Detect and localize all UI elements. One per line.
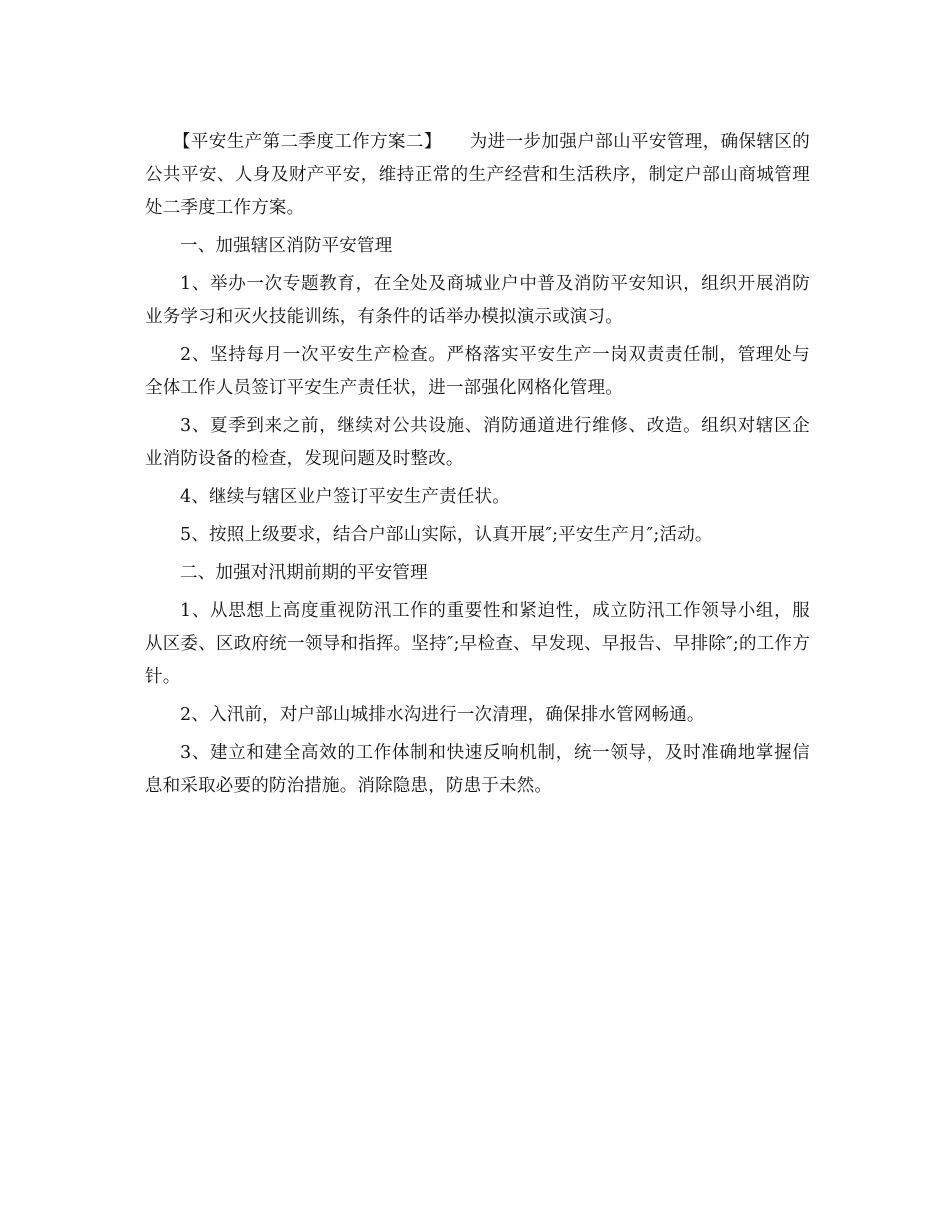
section-heading-flood-season: 二、加强对汛期前期的平安管理	[180, 563, 428, 583]
intro-paragraph	[145, 126, 810, 225]
document-title: 【平安生产第二季度工作方案二】	[173, 132, 442, 152]
fire-item-1: 1、举办一次专题教育，在全处及商城业户中普及消防平安知识，组织开展消防业务学习和灭火技能训练，有条件的话举办模拟演示或演习。	[145, 274, 810, 327]
fire-item-5: 5、按照上级要求，结合户部山实际，认真开展″;平安生产月″;活动。	[180, 525, 713, 545]
intro-text: 为进一步加强户部山平安管理，确保辖区的公共平安、人身及财产平安，维持正常的生产经营和生活秩序，制定户部山商城管理处二季度工作方案。	[145, 132, 810, 218]
fire-item-4: 4、继续与辖区业户签订平安生产责任状。	[180, 487, 510, 507]
flood-item-1: 1、从思想上高度重视防汛工作的重要性和紧迫性，成立防汛工作领导小组，服从区委、区政府统一领导和指挥。坚持″;早检查、早发现、早报告、早排除″;的工作方针。	[145, 601, 810, 687]
section-heading-fire-safety: 一、加强辖区消防平安管理	[180, 236, 393, 256]
fire-item-2: 2、坚持每月一次平安生产检查。严格落实平安生产一岗双责责任制，管理处与全体工作人员签订平安生产责任状，进一部强化网格化管理。	[145, 345, 810, 398]
flood-item-3: 3、建立和建全高效的工作体制和快速反响机制，统一领导，及时准确地掌握信息和采取必要的防治措施。消除隐患，防患于未然。	[145, 743, 810, 796]
document-body	[145, 126, 810, 808]
flood-item-2: 2、入汛前，对户部山城排水沟进行一次清理，确保排水管网畅通。	[180, 705, 705, 725]
fire-item-3: 3、夏季到来之前，继续对公共设施、消防通道进行维修、改造。组织对辖区企业消防设备的检查，发现问题及时整改。	[145, 416, 810, 469]
